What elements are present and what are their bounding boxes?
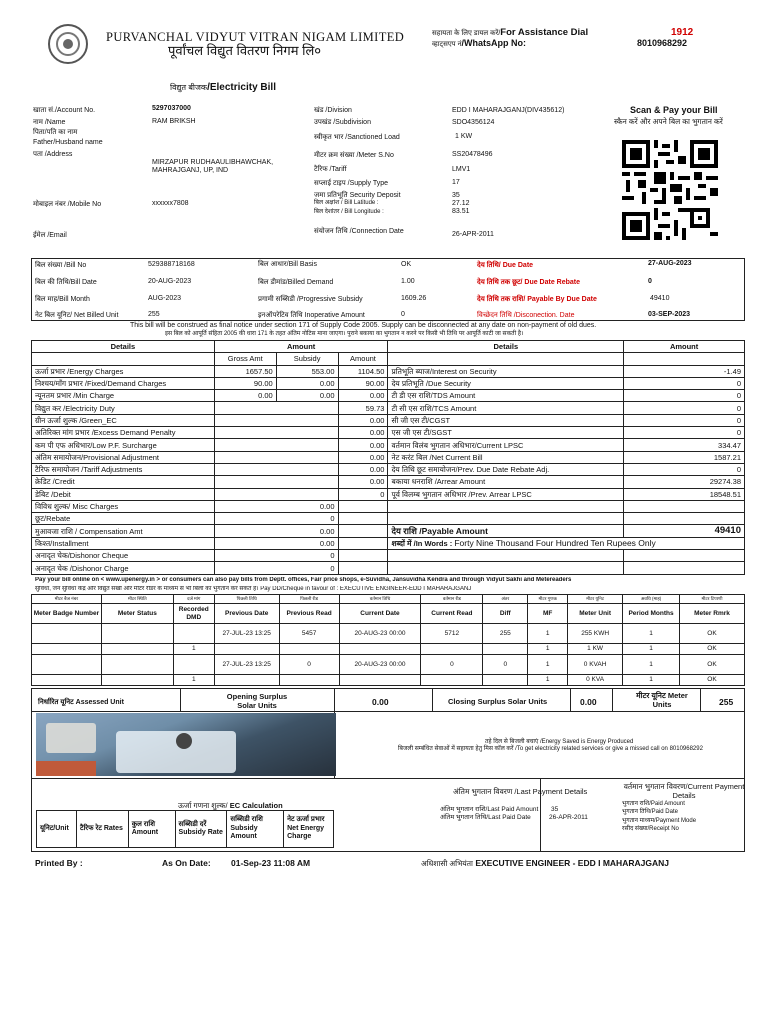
net-billed-unit: 255 bbox=[148, 311, 160, 318]
payable-label: देय राशि /Payable Amount bbox=[388, 525, 624, 537]
security-deposit: 35 bbox=[452, 192, 460, 199]
meter-col-hindi: दर्ज मांग bbox=[173, 595, 214, 604]
subsidy-amount bbox=[276, 451, 338, 463]
right-charge-label: पूर्व विलम्ब भुगतान अधिभार /Prev. Arrear LPSC bbox=[388, 488, 624, 500]
charge-label: छूट/Rebate bbox=[32, 513, 215, 525]
charge-row bbox=[32, 513, 745, 525]
payment-qr-code[interactable] bbox=[622, 140, 718, 240]
gross-amount bbox=[214, 488, 276, 500]
bill-date: 20-AUG-2023 bbox=[148, 278, 192, 285]
net-amount: 0.00 bbox=[338, 427, 388, 439]
charge-row bbox=[32, 365, 745, 377]
gross-amount: 0.00 bbox=[214, 525, 338, 537]
energy-saving-message: तहे दिल से बिजली बचाएं /Energy Saved is Energy Produced bbox=[485, 739, 634, 745]
gross-header: Gross Amt bbox=[214, 353, 276, 365]
net-amount: 0 bbox=[338, 488, 388, 500]
charge-row bbox=[32, 390, 745, 402]
charge-label: ग्रीन ऊर्जा शुल्क /Green_EC bbox=[32, 414, 215, 426]
meter-reading-table bbox=[31, 594, 745, 686]
right-charge-label: वर्तमान विलंब भुगतान अधिभार/Current LPSC bbox=[388, 439, 624, 451]
meter-cell: 20-AUG-23 00:00 bbox=[339, 655, 421, 675]
charge-row bbox=[32, 463, 745, 475]
gross-amount bbox=[214, 414, 276, 426]
right-charge-amount: 0 bbox=[624, 402, 745, 414]
ec-header: सब्सिडी राशि Subsidy Amount bbox=[227, 811, 284, 848]
subdivision: SDO4356124 bbox=[452, 119, 495, 126]
meter-photo bbox=[36, 713, 336, 776]
pay-online-note: Pay your bill online on < www.upenergy.in > or consumers can also pay bills from Deptt. offices, Fair price shops, e-Suvidha, Jansuvidha Kendra and through Vidyut Sakhi and Metereaders bbox=[35, 577, 572, 583]
mobile-label: मोबाइल नंबर /Mobile No bbox=[33, 201, 102, 208]
meter-cell: 255 bbox=[483, 624, 528, 644]
right-charge-label: प्रतिभूति ब्याज/Interest on Security bbox=[388, 365, 624, 377]
right-charge-label: टी सी एस राशि/TCS Amount bbox=[388, 402, 624, 414]
net-amount: 0.00 bbox=[338, 390, 388, 402]
inoperative-amount: 0 bbox=[401, 311, 405, 318]
meter-col-hindi: मीटर टिप्पणी bbox=[680, 595, 745, 604]
net-amount: 0.00 bbox=[338, 439, 388, 451]
due-date-rebate: 0 bbox=[648, 278, 652, 285]
supply-label: सप्लाई टाइप /Supply Type bbox=[314, 180, 388, 187]
meter-cell bbox=[339, 675, 421, 686]
right-charge-label: देय प्रतिभूति /Due Security bbox=[388, 377, 624, 389]
billed-demand-label: बिल डीमांड/Billed Demand bbox=[258, 279, 334, 286]
subsidy-amount bbox=[276, 414, 338, 426]
missed-call-message: बिजली सम्बंधित सेवाओं में सहायता हेतु मिस कॉल करें /To get electricity related services or give a missed call on 8010968292 bbox=[398, 746, 703, 752]
meter-col-header: Meter Unit bbox=[568, 604, 623, 624]
last-amount: 35 bbox=[551, 806, 559, 813]
charge-label: टैरिफ समायोजन /Tariff Adjustments bbox=[32, 463, 215, 475]
rebate-label: देय तिथि तक छूट/ Due Date Rebate bbox=[477, 279, 581, 286]
net-amount bbox=[338, 537, 388, 549]
right-charge-amount: 0 bbox=[624, 377, 745, 389]
right-charge-amount: 0 bbox=[624, 390, 745, 402]
right-charge-label: सी जी एस टी/CGST bbox=[388, 414, 624, 426]
net-amount bbox=[338, 525, 388, 537]
meter-cell bbox=[214, 644, 279, 655]
meter-col-hindi: मीटर बैज नंबर bbox=[32, 595, 102, 604]
net-amount: 0.00 bbox=[338, 414, 388, 426]
ec-calc-table bbox=[36, 810, 334, 848]
meter-col-header: Diff bbox=[483, 604, 528, 624]
gross-amount: 0.00 bbox=[214, 390, 276, 402]
bill-no-label: बिल संख्या /Bill No bbox=[35, 262, 87, 269]
charge-row bbox=[32, 562, 745, 574]
ec-header: कुल राशि Amount bbox=[128, 811, 175, 848]
meter-cell bbox=[101, 644, 173, 655]
printed-by: Printed By : bbox=[35, 858, 83, 868]
meter-units-label: मीटर यूनिट Meter Units bbox=[636, 691, 688, 709]
disconnection-date: 03-SEP-2023 bbox=[648, 311, 691, 318]
division-label: खंड /Division bbox=[314, 107, 352, 114]
net-amount bbox=[338, 513, 388, 525]
gross-amount: 0 bbox=[214, 562, 338, 574]
meter-cell: 1 bbox=[528, 675, 568, 686]
meter-cell: 1 bbox=[623, 655, 680, 675]
meter-col-hindi: मीटर गुणक bbox=[528, 595, 568, 604]
connection-date-label: संयोजन तिथि /Connection Date bbox=[314, 228, 404, 235]
meter-col-header: Previous Read bbox=[279, 604, 339, 624]
meter-cell: 1 bbox=[528, 644, 568, 655]
meter-col-hindi: मीटर यूनिट bbox=[568, 595, 623, 604]
inoperative-label: इनऑपरेटिव तिथि Inoperative Amount bbox=[258, 312, 365, 319]
ec-calc-title: ऊर्जा गणना शुल्क/ EC Calculation bbox=[178, 801, 283, 810]
pay-cheque-note: सुविधा, जन सुविधा केंद्र और विद्युत सखी और मीटर रीडर के माध्यम से भी बिलों का भुगतान कर सकते हैं। Pay DD/Cheque in favour of : EXECUTIVE ENGINEER-EDD I MAHARAJGANJ bbox=[35, 586, 472, 592]
progressive-subsidy: 1609.26 bbox=[401, 295, 427, 302]
meter-cell: 1 bbox=[528, 624, 568, 644]
right-charge-amount: 1587.21 bbox=[624, 451, 745, 463]
sanctioned-load: 1 KW bbox=[455, 133, 473, 140]
charge-row bbox=[32, 488, 745, 500]
mobile-number: xxxxxx7808 bbox=[152, 200, 189, 207]
meter-cell bbox=[32, 644, 102, 655]
father-label: Father/Husband name bbox=[33, 139, 103, 146]
meter-col-hindi: मीटर स्थिति bbox=[101, 595, 173, 604]
due-date-label: देय तिथि/ Due Date bbox=[477, 262, 534, 269]
meter-cell bbox=[173, 655, 214, 675]
net-amount: 0.00 bbox=[338, 476, 388, 488]
details-header: Details bbox=[32, 341, 215, 353]
current-payment-item: भुगतान तिथि/Paid Date bbox=[622, 809, 678, 816]
last-date-label: अंतिम भुगतान तिथि/Last Paid Date bbox=[440, 814, 531, 821]
bill-basis-label: बिल आधार/Bill Basis bbox=[258, 261, 317, 268]
subsidy-amount bbox=[276, 439, 338, 451]
tariff-label: टैरिफ /Tariff bbox=[314, 166, 347, 173]
meter-col-header: Recorded DMD bbox=[173, 604, 214, 624]
meter-cell: 27-JUL-23 13:25 bbox=[214, 655, 279, 675]
meter-cell bbox=[279, 675, 339, 686]
meter-cell: 1 bbox=[623, 644, 680, 655]
current-payment-item: भुगतान राशि/Paid Amount bbox=[622, 801, 685, 807]
meter-cell: 1 KW bbox=[568, 644, 623, 655]
longitude-label: बिल देशांतर / Bill Longitude : bbox=[314, 209, 384, 215]
meter-cell: OK bbox=[680, 624, 745, 644]
gross-amount: 0 bbox=[214, 513, 338, 525]
meter-cell: 20-AUG-23 00:00 bbox=[339, 624, 421, 644]
charges-table bbox=[31, 340, 745, 575]
meter-col-hindi: वर्तमान तिथि bbox=[339, 595, 421, 604]
meter-cell bbox=[32, 624, 102, 644]
bill-summary-box bbox=[31, 258, 745, 321]
father-label-hindi: पिता/पति का नाम bbox=[33, 129, 78, 136]
as-on-date: 01-Sep-23 11:08 AM bbox=[231, 858, 311, 868]
charge-row bbox=[32, 377, 745, 389]
meter-col-header: Previous Date bbox=[214, 604, 279, 624]
meter-number: SS20478496 bbox=[452, 151, 493, 158]
subsidy-amount: 553.00 bbox=[276, 365, 338, 377]
address-label: पता /Address bbox=[33, 151, 73, 158]
meter-cell: 1 bbox=[623, 675, 680, 686]
subsidy-amount bbox=[276, 402, 338, 414]
amt-header: Amount bbox=[338, 353, 388, 365]
latitude: 27.12 bbox=[452, 200, 470, 207]
name-label: नाम /Name bbox=[33, 119, 66, 126]
meter-cell: OK bbox=[680, 675, 745, 686]
current-payment-items bbox=[622, 800, 696, 833]
net-unit-label: नेट बिल यूनिट/ Net Billed Unit bbox=[35, 312, 119, 319]
meter-cell bbox=[279, 644, 339, 655]
whatsapp-number[interactable]: 8010968292 bbox=[637, 38, 688, 48]
gross-amount bbox=[214, 451, 276, 463]
gross-amount: 1657.50 bbox=[214, 365, 276, 377]
right-charge-amount: 334.47 bbox=[624, 439, 745, 451]
meter-cell: 0 KVAH bbox=[568, 655, 623, 675]
meter-cell: 27-JUL-23 13:25 bbox=[214, 624, 279, 644]
scan-pay-subtitle: स्कैन करें और अपने बिल का भुगतान करें bbox=[614, 117, 723, 126]
payable-by-due-label: देय तिथि तक राशि/ Payable By Due Date bbox=[477, 296, 597, 303]
gross-amount bbox=[214, 427, 276, 439]
right-charge-label: बकाया धनराशि /Arrear Amount bbox=[388, 476, 624, 488]
scan-pay-title: Scan & Pay your Bill bbox=[630, 105, 718, 115]
tariff: LMV1 bbox=[452, 166, 471, 173]
last-date: 26-APR-2011 bbox=[549, 814, 588, 821]
net-amount: 0.00 bbox=[338, 451, 388, 463]
right-charge-amount: 0 bbox=[624, 463, 745, 475]
latitude-label: बिल अक्षांश / Bill Latitude : bbox=[314, 200, 379, 206]
charge-label: अंतिम समायोजन/Provisional Adjustment bbox=[32, 451, 215, 463]
assistance-label: सहायता के लिए डायल करें/For Assistance Dial bbox=[432, 27, 589, 38]
consumer-name: RAM BRIKSH bbox=[152, 118, 196, 125]
payable-amount: 49410 bbox=[624, 525, 745, 537]
amount-header-right: Amount bbox=[624, 341, 745, 353]
net-amount: 1104.50 bbox=[338, 365, 388, 377]
closing-surplus: 0.00 bbox=[580, 697, 597, 707]
current-payment-title: वर्तमान भुगतान विवरण/Current Payment Details bbox=[623, 782, 745, 800]
current-payment-item: भुगतान माध्यम/Payment Mode bbox=[622, 817, 697, 824]
bill-basis: OK bbox=[401, 261, 412, 268]
subsidy-label: प्रगामी सब्सिडी /Progressive Subsidy bbox=[258, 296, 363, 303]
ec-header: नेट ऊर्जा प्रभार Net Energy Charge bbox=[284, 811, 334, 848]
meter-cell: 1 bbox=[623, 624, 680, 644]
bill-month: AUG-2023 bbox=[148, 295, 182, 302]
net-amount: 90.00 bbox=[338, 377, 388, 389]
bill-no: 529388718168 bbox=[148, 261, 195, 268]
due-date: 27-AUG-2023 bbox=[648, 260, 692, 267]
as-on-date-label: As On Date: bbox=[162, 858, 211, 868]
meter-cell bbox=[32, 675, 102, 686]
gross-amount bbox=[214, 463, 276, 475]
right-charge-label: देय तिथि छूट समायोजन/Prev. Due Date Rebate Adj. bbox=[388, 463, 624, 475]
subsidy-amount: 0.00 bbox=[276, 377, 338, 389]
bill-title: विद्युत बीजक/Electricity Bill bbox=[170, 82, 276, 93]
meter-cell bbox=[101, 675, 173, 686]
meter-col-hindi: पिछली रीड bbox=[279, 595, 339, 604]
meter-row bbox=[32, 644, 745, 655]
meter-col-header: Period Months bbox=[623, 604, 680, 624]
final-notice: This bill will be construed as final notice under section 171 of Supply Code 2005. Supply can be disconnected at any date on non-payment of old dues. bbox=[130, 322, 597, 329]
final-notice-hindi: इस बिल को आपूर्ति संहिता 2005 की धारा 171 के तहत अंतिम नोटिस माना जाएगा। पुराने बकाया का भुगतान न करने पर किसी भी तिथि पर आपूर्ति काटी जा सकती है। bbox=[165, 331, 524, 337]
gross-amount: 0 bbox=[214, 550, 338, 562]
load-label: स्वीकृत भार /Sanctioned Load bbox=[314, 134, 400, 141]
amount-in-words: शब्दों में /In Words : Forty Nine Thousand Four Hundred Ten Rupees Only bbox=[388, 537, 745, 549]
meter-cell: 0 bbox=[421, 655, 483, 675]
charge-label: अतिरिक्त मांग प्रभार /Excess Demand Penalty bbox=[32, 427, 215, 439]
charge-label: क्रेडिट /Credit bbox=[32, 476, 215, 488]
meter-cell bbox=[421, 644, 483, 655]
email-label: ईमेल /Email bbox=[33, 232, 67, 239]
signing-officer: अधिशासी अभियंता EXECUTIVE ENGINEER - EDD I MAHARAJGANJ bbox=[421, 858, 669, 868]
current-payment-item: रसीद संख्या/Receipt No bbox=[622, 825, 679, 832]
meter-cell bbox=[101, 624, 173, 644]
charge-row bbox=[32, 537, 745, 549]
charge-label: विद्युत कर /Electricity Duty bbox=[32, 402, 215, 414]
company-name: PURVANCHAL VIDYUT VITRAN NIGAM LIMITED bbox=[106, 30, 405, 44]
meter-cell: OK bbox=[680, 644, 745, 655]
meter-cell: 1 bbox=[173, 675, 214, 686]
division: EDD I MAHARAJGANJ(DIV435612) bbox=[452, 107, 565, 114]
longitude: 83.51 bbox=[452, 208, 470, 215]
right-charge-label: एस जी एस टी/SGST bbox=[388, 427, 624, 439]
subsidy-amount bbox=[276, 488, 338, 500]
company-logo bbox=[48, 24, 88, 64]
ec-header: सब्सिडी दरें Subsidy Rate bbox=[175, 811, 227, 848]
meter-cell: 255 KWH bbox=[568, 624, 623, 644]
connection-date: 26-APR-2011 bbox=[452, 231, 494, 238]
meter-cell: 1 bbox=[173, 644, 214, 655]
charge-label: कम पी एफ अधिभार/Low P.F. Surcharge bbox=[32, 439, 215, 451]
subsidy-amount: 0.00 bbox=[276, 390, 338, 402]
meter-col-header: MF bbox=[528, 604, 568, 624]
last-payment-title: अंतिम भुगतान विवरण /Last Payment Details bbox=[453, 787, 588, 796]
closing-surplus-label: Closing Surplus Solar Units bbox=[448, 697, 548, 706]
subsidy-amount bbox=[276, 463, 338, 475]
meter-cell bbox=[339, 644, 421, 655]
gross-amount bbox=[214, 476, 276, 488]
charge-row bbox=[32, 451, 745, 463]
subsidy-amount bbox=[276, 476, 338, 488]
meter-cell: 1 bbox=[528, 655, 568, 675]
gross-amount bbox=[214, 439, 276, 451]
right-charge-amount: -1.49 bbox=[624, 365, 745, 377]
billed-demand: 1.00 bbox=[401, 278, 415, 285]
charge-row bbox=[32, 439, 745, 451]
net-amount bbox=[338, 550, 388, 562]
subsidy-amount bbox=[276, 427, 338, 439]
charge-label: डेबिट /Debit bbox=[32, 488, 215, 500]
opening-surplus-label: Opening Surplus Solar Units bbox=[226, 692, 288, 710]
meter-col-header: Current Read bbox=[421, 604, 483, 624]
meter-units: 255 bbox=[719, 697, 734, 707]
meter-cell: OK bbox=[680, 655, 745, 675]
meter-col-hindi: अवधि (माह) bbox=[623, 595, 680, 604]
charge-label: निश्चय/माँग प्रभार /Fixed/Demand Charges bbox=[32, 377, 215, 389]
company-name-hindi: पूर्वांचल विद्युत वितरण निगम लि० bbox=[168, 43, 322, 58]
right-charge-label: टी डी एस राशि/TDS Amount bbox=[388, 390, 624, 402]
net-amount bbox=[338, 500, 388, 512]
meter-cell bbox=[173, 624, 214, 644]
last-amount-label: अंतिम भुगतान राशि/Last Paid Amount bbox=[440, 806, 539, 813]
meter-row bbox=[32, 655, 745, 675]
meter-cell bbox=[214, 675, 279, 686]
subsidy-header: Subsidy bbox=[276, 353, 338, 365]
meter-row bbox=[32, 675, 745, 686]
right-charge-amount: 18548.51 bbox=[624, 488, 745, 500]
meter-col-hindi: पिछली तिथि bbox=[214, 595, 279, 604]
meter-col-header: Meter Status bbox=[101, 604, 173, 624]
meter-cell bbox=[483, 644, 528, 655]
meter-cell: 5712 bbox=[421, 624, 483, 644]
bill-month-label: बिल माह/Bill Month bbox=[35, 296, 90, 303]
subdivision-label: उपखंड /Subdivision bbox=[314, 119, 371, 126]
charge-row bbox=[32, 550, 745, 562]
ec-header: टैरिफ रेट Rates bbox=[76, 811, 128, 848]
assessed-unit-label: निर्धारित यूनिट Assessed Unit bbox=[38, 699, 124, 706]
account-label: खाता सं./Account No. bbox=[33, 107, 96, 114]
meter-cell: 5457 bbox=[279, 624, 339, 644]
account-number: 5297037000 bbox=[152, 105, 191, 112]
charge-label: विविध शुल्क/ Misc Charges bbox=[32, 500, 215, 512]
charge-label: अनादृत चेक/Dishonor Cheque bbox=[32, 550, 215, 562]
charge-row bbox=[32, 414, 745, 426]
right-charge-amount: 29274.38 bbox=[624, 476, 745, 488]
charge-label: ऊर्जा प्रभार /Energy Charges bbox=[32, 365, 215, 377]
charge-label: न्यूनतम प्रभार /Min Charge bbox=[32, 390, 215, 402]
charge-row bbox=[32, 500, 745, 512]
charge-label: अनादृत चेक /Dishonor Charge bbox=[32, 562, 215, 574]
meter-col-hindi: अंतर bbox=[483, 595, 528, 604]
meter-cell bbox=[421, 675, 483, 686]
ec-header: यूनिट/Unit bbox=[37, 811, 77, 848]
bill-date-label: बिल की तिथि/Bill Date bbox=[35, 279, 97, 286]
meter-col-header: Meter Badge Number bbox=[32, 604, 102, 624]
net-amount: 0.00 bbox=[338, 463, 388, 475]
meter-cell: 0 bbox=[279, 655, 339, 675]
right-charge-amount: 0 bbox=[624, 414, 745, 426]
meter-col-hindi: वर्तमान रीड bbox=[421, 595, 483, 604]
assistance-number[interactable]: 1912 bbox=[671, 27, 694, 38]
gross-amount: 0.00 bbox=[214, 500, 338, 512]
address: MIRZAPUR RUDHAAULIBHAWCHAK, MAHRAJGANJ, UP, IND bbox=[152, 159, 274, 175]
charge-row bbox=[32, 476, 745, 488]
details-header-right: Details bbox=[388, 341, 624, 353]
charge-row bbox=[32, 427, 745, 439]
deposit-label: जमा प्रतिभूति Security Deposit bbox=[314, 192, 401, 199]
meter-cell bbox=[483, 675, 528, 686]
meter-col-header: Current Date bbox=[339, 604, 421, 624]
gross-amount: 90.00 bbox=[214, 377, 276, 389]
charge-label: किश्त/Installment bbox=[32, 537, 215, 549]
amount-header: Amount bbox=[214, 341, 388, 353]
opening-surplus: 0.00 bbox=[372, 697, 389, 707]
meter-col-header: Meter Rmrk bbox=[680, 604, 745, 624]
whatsapp-label: व्हाट्सएप नं/WhatsApp No: bbox=[432, 38, 526, 48]
gross-amount: 0.00 bbox=[214, 537, 338, 549]
disconnection-label: विच्छेदन तिथि /Disconection. Date bbox=[477, 312, 575, 319]
meter-label: मीटर क्रम संख्या /Meter S.No bbox=[314, 152, 394, 159]
meter-row bbox=[32, 624, 745, 644]
gross-amount bbox=[214, 402, 276, 414]
right-charge-amount: 0 bbox=[624, 427, 745, 439]
net-amount: 59.73 bbox=[338, 402, 388, 414]
meter-cell: 0 KVA bbox=[568, 675, 623, 686]
meter-cell bbox=[101, 655, 173, 675]
supply-type: 17 bbox=[452, 179, 460, 186]
payable-by-due: 49410 bbox=[650, 295, 670, 302]
charge-label: मुआवजा राशि / Compensation Amt bbox=[32, 525, 215, 537]
meter-cell: 0 bbox=[483, 655, 528, 675]
right-charge-label: नेट करंट बिल /Net Current Bill bbox=[388, 451, 624, 463]
meter-cell bbox=[32, 655, 102, 675]
charge-row bbox=[32, 402, 745, 414]
charge-row bbox=[32, 525, 745, 537]
net-amount bbox=[338, 562, 388, 574]
